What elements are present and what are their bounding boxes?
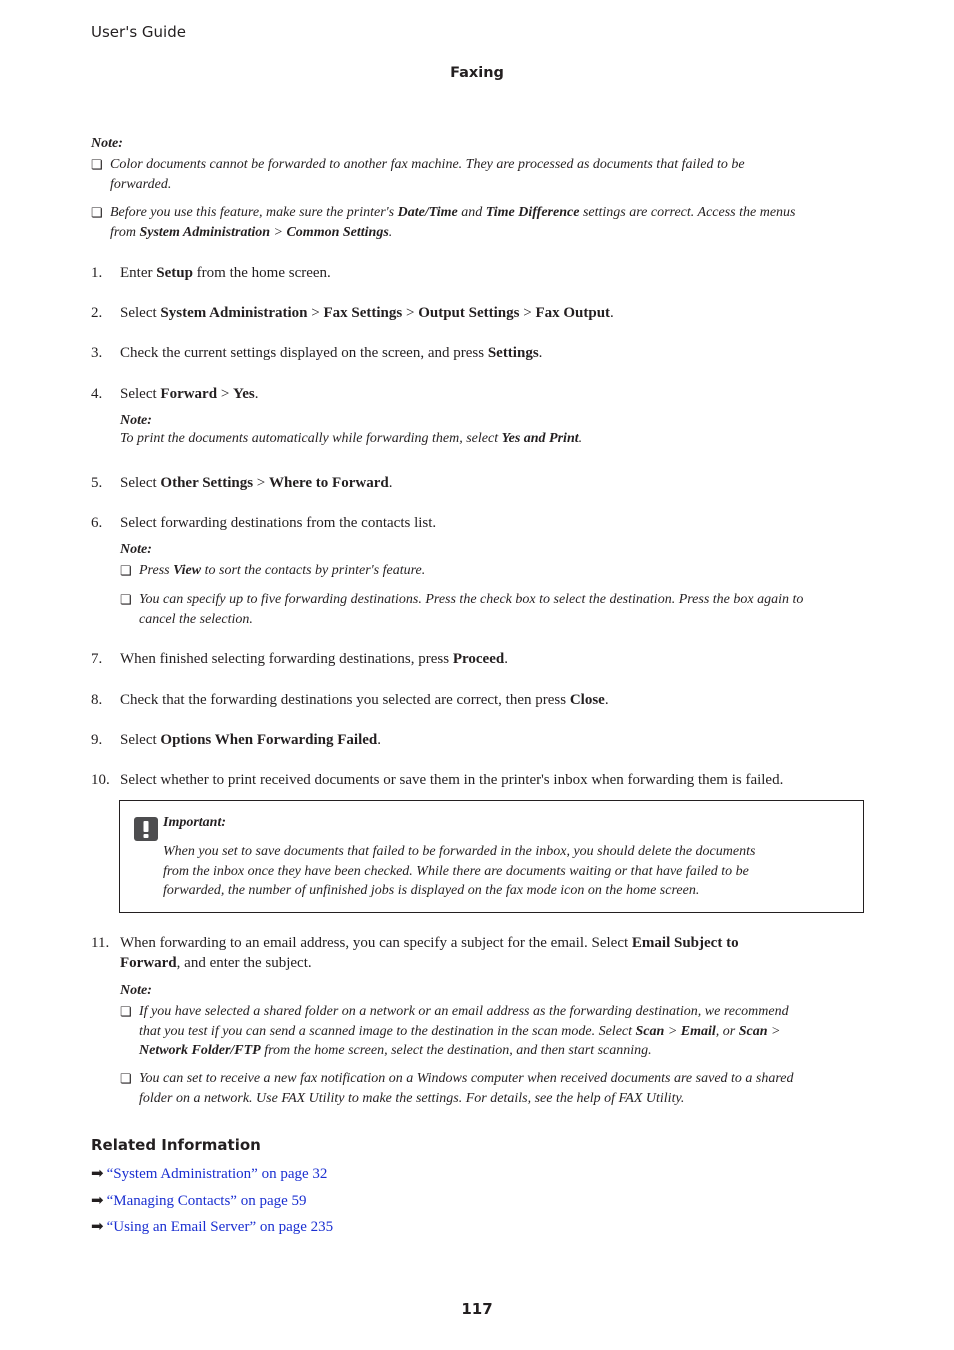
step-4-note: Note: To print the documents automatically while forwarding them, select Yes and Print. (120, 413, 865, 449)
note-bullet: ❏ If you have selected a shared folder on a network or an email address as the forwarding destination, we recommend that you test if you can send a scanned image to the destination in the scan mode. Select Scan > Email, or Scan > Network Folder/FTP from the home screen, select the destination, and then start scanning. (120, 1004, 789, 1058)
note-label: Note: (120, 983, 152, 998)
related-link[interactable]: “Using an Email Server” on page 235 (106, 1219, 334, 1235)
checkbox-bullet-icon: ❏ (120, 1071, 132, 1086)
checkbox-bullet-icon: ❏ (91, 157, 103, 172)
note-label: Note: (91, 136, 123, 151)
related-link[interactable]: “Managing Contacts” on page 59 (106, 1193, 307, 1209)
note-bullet: ❏ Press View to sort the contacts by printer's feature. (120, 561, 869, 581)
related-information-title: Related Information (91, 1136, 261, 1154)
note-bullet: ❏ You can specify up to five forwarding destinations. Press the check box to select the destination. Press the box again to cancel the selection. (120, 592, 804, 627)
step-6-note (120, 542, 865, 627)
step-11-note (120, 983, 865, 1106)
section-title: Faxing (450, 65, 504, 81)
note-label: Note: (120, 413, 152, 428)
checkbox-bullet-icon: ❏ (120, 563, 132, 578)
checkbox-bullet-icon: ❏ (91, 205, 103, 220)
checkbox-bullet-icon: ❏ (120, 1004, 132, 1019)
related-link-item[interactable] (91, 1164, 327, 1183)
page-number: 117 (461, 1300, 493, 1318)
note-block (91, 136, 866, 240)
note-label: Note: (120, 542, 152, 557)
related-link[interactable]: “System Administration” on page 32 (106, 1166, 328, 1182)
right-arrow-icon: ➡ (91, 1164, 104, 1182)
note-bullet: ❏ Before you use this feature, make sure the printer's Date/Time and Time Difference settings are correct. Access the menus from System Administration > Common Settings. (91, 205, 796, 240)
important-label: Important: (163, 815, 227, 830)
important-box (119, 800, 864, 913)
note-bullet: ❏ You can set to receive a new fax notification on a Windows computer when received documents are saved to a shared folder on a network. Use FAX Utility to make the settings. For details, see the help of FAX Utility. (120, 1071, 794, 1106)
exclamation-icon (134, 817, 158, 841)
right-arrow-icon: ➡ (91, 1191, 104, 1209)
right-arrow-icon: ➡ (91, 1217, 104, 1235)
checkbox-bullet-icon: ❏ (120, 592, 132, 607)
note-bullet: ❏ Color documents cannot be forwarded to another fax machine. They are processed as documents that failed to be forwarded. (91, 157, 745, 192)
related-link-item[interactable] (91, 1217, 333, 1236)
running-header: User's Guide (91, 23, 186, 41)
important-text: When you set to save documents that failed to be forwarded in the inbox, you should delete the documents from the inbox once they have been checked. While there are documents waiting or that have failed to be forwarded, the number of unfinished jobs is displayed on the fax mode icon on the home screen. (163, 844, 756, 898)
related-link-item[interactable] (91, 1191, 307, 1210)
